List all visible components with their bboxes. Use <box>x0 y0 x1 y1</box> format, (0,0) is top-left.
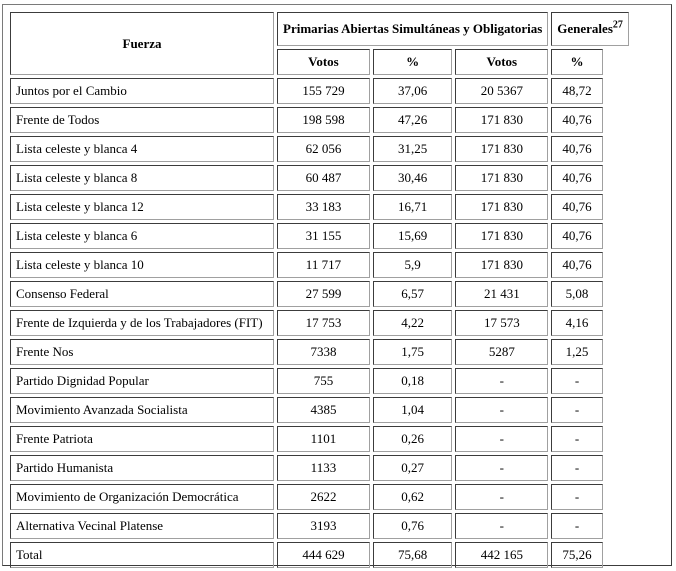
cell-fuerza: Lista celeste y blanca 8 <box>10 165 274 191</box>
cell-gen-pct: 40,76 <box>551 107 603 133</box>
cell-paso-pct: 0,26 <box>373 426 452 452</box>
cell-fuerza: Total <box>10 542 274 568</box>
cell-gen-pct: 40,76 <box>551 194 603 220</box>
table-row <box>10 223 629 249</box>
cell-fuerza: Juntos por el Cambio <box>10 78 274 104</box>
cell-gen-pct: - <box>551 484 603 510</box>
cell-gen-votos: 442 165 <box>455 542 548 568</box>
cell-gen-votos: - <box>455 368 548 394</box>
cell-paso-pct: 30,46 <box>373 165 452 191</box>
cell-gen-pct: 40,76 <box>551 252 603 278</box>
cell-gen-votos: 171 830 <box>455 223 548 249</box>
results-body <box>10 78 629 568</box>
cell-paso-votos: 27 599 <box>277 281 370 307</box>
cell-paso-pct: 0,18 <box>373 368 452 394</box>
table-row <box>10 513 629 539</box>
cell-gen-pct: 40,76 <box>551 223 603 249</box>
table-row <box>10 484 629 510</box>
cell-fuerza: Frente Nos <box>10 339 274 365</box>
cell-gen-votos: 171 830 <box>455 136 548 162</box>
cell-fuerza: Frente Patriota <box>10 426 274 452</box>
cell-paso-votos: 31 155 <box>277 223 370 249</box>
cell-gen-votos: 17 573 <box>455 310 548 336</box>
cell-gen-pct: - <box>551 513 603 539</box>
cell-paso-votos: 4385 <box>277 397 370 423</box>
cell-fuerza: Alternativa Vecinal Platense <box>10 513 274 539</box>
table-row <box>10 368 629 394</box>
cell-fuerza: Lista celeste y blanca 6 <box>10 223 274 249</box>
header-gen-votos: Votos <box>455 49 548 75</box>
cell-gen-votos: - <box>455 397 548 423</box>
cell-gen-votos: 5287 <box>455 339 548 365</box>
cell-gen-pct: 5,08 <box>551 281 603 307</box>
results-table-frame <box>2 4 672 566</box>
cell-paso-votos: 1133 <box>277 455 370 481</box>
cell-gen-votos: 171 830 <box>455 107 548 133</box>
cell-fuerza: Movimiento de Organización Democrática <box>10 484 274 510</box>
header-generales-label: Generales <box>557 21 613 36</box>
table-row <box>10 455 629 481</box>
cell-paso-pct: 15,69 <box>373 223 452 249</box>
header-row-groups <box>10 12 629 46</box>
header-paso-pct: % <box>373 49 452 75</box>
cell-fuerza: Lista celeste y blanca 12 <box>10 194 274 220</box>
election-results-table <box>7 9 632 571</box>
cell-paso-pct: 0,62 <box>373 484 452 510</box>
cell-paso-votos: 1101 <box>277 426 370 452</box>
cell-gen-votos: 171 830 <box>455 165 548 191</box>
cell-paso-votos: 60 487 <box>277 165 370 191</box>
cell-paso-pct: 16,71 <box>373 194 452 220</box>
cell-paso-votos: 755 <box>277 368 370 394</box>
cell-gen-pct: - <box>551 426 603 452</box>
cell-paso-votos: 17 753 <box>277 310 370 336</box>
cell-gen-votos: 21 431 <box>455 281 548 307</box>
cell-fuerza: Movimiento Avanzada Socialista <box>10 397 274 423</box>
cell-fuerza: Partido Dignidad Popular <box>10 368 274 394</box>
cell-paso-pct: 6,57 <box>373 281 452 307</box>
cell-paso-votos: 2622 <box>277 484 370 510</box>
header-generales <box>551 12 629 46</box>
cell-gen-pct: 75,26 <box>551 542 603 568</box>
table-row <box>10 542 629 568</box>
cell-paso-pct: 1,75 <box>373 339 452 365</box>
cell-paso-votos: 33 183 <box>277 194 370 220</box>
table-row <box>10 194 629 220</box>
cell-gen-pct: 1,25 <box>551 339 603 365</box>
table-row <box>10 107 629 133</box>
cell-fuerza: Frente de Izquierda y de los Trabajadores (FIT) <box>10 310 274 336</box>
header-gen-pct: % <box>551 49 603 75</box>
cell-paso-pct: 1,04 <box>373 397 452 423</box>
table-row <box>10 310 629 336</box>
cell-fuerza: Lista celeste y blanca 10 <box>10 252 274 278</box>
cell-fuerza: Partido Humanista <box>10 455 274 481</box>
cell-gen-pct: 40,76 <box>551 136 603 162</box>
cell-fuerza: Lista celeste y blanca 4 <box>10 136 274 162</box>
cell-gen-pct: 4,16 <box>551 310 603 336</box>
cell-gen-pct: - <box>551 397 603 423</box>
cell-paso-votos: 11 717 <box>277 252 370 278</box>
cell-paso-pct: 75,68 <box>373 542 452 568</box>
cell-gen-votos: - <box>455 455 548 481</box>
cell-paso-votos: 7338 <box>277 339 370 365</box>
table-row <box>10 136 629 162</box>
table-row <box>10 397 629 423</box>
cell-gen-pct: 48,72 <box>551 78 603 104</box>
cell-fuerza: Frente de Todos <box>10 107 274 133</box>
table-row <box>10 165 629 191</box>
cell-paso-pct: 47,26 <box>373 107 452 133</box>
cell-paso-votos: 62 056 <box>277 136 370 162</box>
cell-paso-pct: 0,76 <box>373 513 452 539</box>
cell-gen-votos: 171 830 <box>455 194 548 220</box>
header-fuerza: Fuerza <box>10 12 274 75</box>
cell-gen-pct: 40,76 <box>551 165 603 191</box>
cell-paso-pct: 4,22 <box>373 310 452 336</box>
header-paso-votos: Votos <box>277 49 370 75</box>
table-row <box>10 339 629 365</box>
footnote-ref-27[interactable]: 27 <box>612 19 623 31</box>
cell-gen-pct: - <box>551 368 603 394</box>
table-row <box>10 426 629 452</box>
cell-paso-votos: 198 598 <box>277 107 370 133</box>
cell-paso-pct: 31,25 <box>373 136 452 162</box>
cell-paso-pct: 5,9 <box>373 252 452 278</box>
cell-fuerza: Consenso Federal <box>10 281 274 307</box>
cell-paso-pct: 37,06 <box>373 78 452 104</box>
table-row <box>10 281 629 307</box>
cell-paso-votos: 444 629 <box>277 542 370 568</box>
cell-gen-votos: 20 5367 <box>455 78 548 104</box>
cell-gen-pct: - <box>551 455 603 481</box>
cell-paso-pct: 0,27 <box>373 455 452 481</box>
table-row <box>10 78 629 104</box>
cell-gen-votos: - <box>455 484 548 510</box>
cell-gen-votos: - <box>455 426 548 452</box>
cell-paso-votos: 155 729 <box>277 78 370 104</box>
cell-gen-votos: 171 830 <box>455 252 548 278</box>
cell-gen-votos: - <box>455 513 548 539</box>
table-row <box>10 252 629 278</box>
header-primarias: Primarias Abiertas Simultáneas y Obligatorias <box>277 12 548 46</box>
cell-paso-votos: 3193 <box>277 513 370 539</box>
